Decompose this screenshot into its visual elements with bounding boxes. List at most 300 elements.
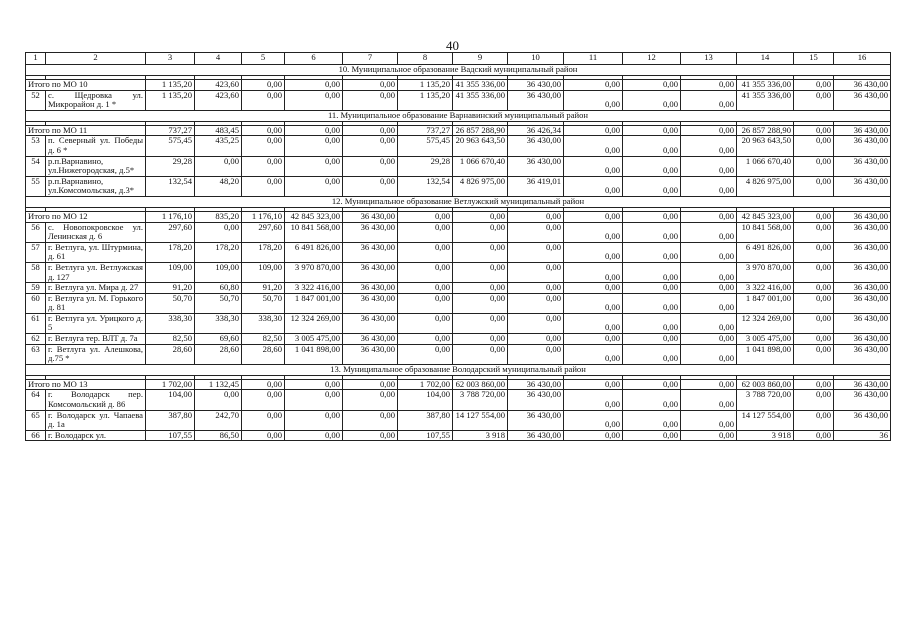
table-row: [26, 334, 891, 345]
table-row: [26, 344, 891, 364]
value-cell-11: 0,00: [564, 334, 623, 345]
value-cell-7: 36 430,00: [343, 242, 398, 262]
value-cell-7: 0,00: [343, 136, 398, 156]
value-cell-16: 36 430,00: [834, 90, 891, 110]
value-cell-7: 0,00: [343, 430, 398, 441]
total-label: Итого по МО 11: [26, 125, 146, 136]
value-cell-9: 14 127 554,00: [453, 410, 508, 430]
value-cell-3: 387,80: [146, 410, 195, 430]
value-cell-4: 483,45: [195, 125, 242, 136]
value-cell-7: 0,00: [343, 410, 398, 430]
value-cell-10: 36 430,00: [508, 156, 564, 176]
value-cell-6: 3 322 416,00: [285, 283, 343, 294]
value-cell-10: 0,00: [508, 242, 564, 262]
value-cell-12: 0,00: [623, 176, 681, 196]
value-cell-8: 737,27: [398, 125, 453, 136]
value-cell-10: 36 430,00: [508, 390, 564, 410]
table-row: [26, 313, 891, 333]
value-cell-5: 0,00: [242, 80, 285, 91]
value-cell-11: 0,00: [564, 379, 623, 390]
value-cell-6: 3 005 475,00: [285, 334, 343, 345]
value-cell-9: 0,00: [453, 344, 508, 364]
value-cell-8: 0,00: [398, 344, 453, 364]
value-cell-15: 0,00: [794, 211, 834, 222]
value-cell-4: 60,80: [195, 283, 242, 294]
column-number-8: 8: [398, 53, 453, 65]
value-cell-13: 0,00: [681, 344, 737, 364]
value-cell-16: 36 430,00: [834, 242, 891, 262]
value-cell-13: 0,00: [681, 283, 737, 294]
column-number-10: 10: [508, 53, 564, 65]
value-cell-7: 0,00: [343, 379, 398, 390]
column-number-row: [26, 53, 891, 65]
value-cell-9: 62 003 860,00: [453, 379, 508, 390]
column-number-1: 1: [26, 53, 46, 65]
value-cell-5: 82,50: [242, 334, 285, 345]
row-number: 61: [26, 313, 46, 333]
value-cell-10: 0,00: [508, 293, 564, 313]
value-cell-9: 41 355 336,00: [453, 80, 508, 91]
value-cell-3: 109,00: [146, 262, 195, 282]
value-cell-12: 0,00: [623, 293, 681, 313]
row-number: 66: [26, 430, 46, 441]
value-cell-5: 0,00: [242, 125, 285, 136]
section-header-row: [26, 364, 891, 375]
value-cell-7: 36 430,00: [343, 211, 398, 222]
value-cell-16: 36 430,00: [834, 156, 891, 176]
value-cell-3: 575,45: [146, 136, 195, 156]
value-cell-3: 1 176,10: [146, 211, 195, 222]
value-cell-13: 0,00: [681, 293, 737, 313]
value-cell-5: 0,00: [242, 176, 285, 196]
value-cell-14: 12 324 269,00: [737, 313, 794, 333]
value-cell-12: 0,00: [623, 379, 681, 390]
value-cell-16: 36 430,00: [834, 293, 891, 313]
value-cell-12: 0,00: [623, 90, 681, 110]
value-cell-3: 1 135,20: [146, 90, 195, 110]
value-cell-3: 1 702,00: [146, 379, 195, 390]
value-cell-3: 132,54: [146, 176, 195, 196]
column-number-13: 13: [681, 53, 737, 65]
value-cell-12: 0,00: [623, 211, 681, 222]
address-cell: г. Ветлуга ул. М. Горького д. 81: [46, 293, 146, 313]
value-cell-14: 14 127 554,00: [737, 410, 794, 430]
address-cell: р.п.Варнавино, ул.Комсомольская, д.3*: [46, 176, 146, 196]
value-cell-9: 20 963 643,50: [453, 136, 508, 156]
value-cell-10: 0,00: [508, 344, 564, 364]
value-cell-9: 0,00: [453, 262, 508, 282]
value-cell-13: 0,00: [681, 80, 737, 91]
value-cell-5: 0,00: [242, 390, 285, 410]
value-cell-5: 338,30: [242, 313, 285, 333]
value-cell-13: 0,00: [681, 390, 737, 410]
value-cell-5: 28,60: [242, 344, 285, 364]
value-cell-8: 104,00: [398, 390, 453, 410]
value-cell-15: 0,00: [794, 344, 834, 364]
value-cell-9: 0,00: [453, 222, 508, 242]
table-body: [26, 53, 891, 441]
column-number-6: 6: [285, 53, 343, 65]
value-cell-5: 0,00: [242, 430, 285, 441]
value-cell-12: 0,00: [623, 242, 681, 262]
value-cell-8: 132,54: [398, 176, 453, 196]
table-row: [26, 293, 891, 313]
value-cell-3: 50,70: [146, 293, 195, 313]
value-cell-13: 0,00: [681, 156, 737, 176]
table-row: [26, 410, 891, 430]
value-cell-6: 0,00: [285, 410, 343, 430]
value-cell-15: 0,00: [794, 125, 834, 136]
value-cell-8: 1 135,20: [398, 80, 453, 91]
value-cell-9: 0,00: [453, 293, 508, 313]
value-cell-3: 28,60: [146, 344, 195, 364]
value-cell-13: 0,00: [681, 211, 737, 222]
value-cell-6: 10 841 568,00: [285, 222, 343, 242]
table-row: [26, 90, 891, 110]
value-cell-15: 0,00: [794, 430, 834, 441]
value-cell-12: 0,00: [623, 334, 681, 345]
value-cell-7: 0,00: [343, 176, 398, 196]
value-cell-9: 41 355 336,00: [453, 90, 508, 110]
value-cell-14: 3 970 870,00: [737, 262, 794, 282]
value-cell-15: 0,00: [794, 334, 834, 345]
value-cell-5: 0,00: [242, 90, 285, 110]
value-cell-4: 242,70: [195, 410, 242, 430]
table-row: [26, 283, 891, 294]
value-cell-12: 0,00: [623, 344, 681, 364]
value-cell-14: 20 963 643,50: [737, 136, 794, 156]
section-title: 10. Муниципальное образование Вадский муниципальный район: [26, 65, 891, 76]
value-cell-5: 0,00: [242, 136, 285, 156]
value-cell-10: 36 430,00: [508, 90, 564, 110]
row-number: 53: [26, 136, 46, 156]
value-cell-3: 338,30: [146, 313, 195, 333]
value-cell-14: 1 847 001,00: [737, 293, 794, 313]
value-cell-10: 36 430,00: [508, 379, 564, 390]
value-cell-16: 36 430,00: [834, 262, 891, 282]
value-cell-15: 0,00: [794, 222, 834, 242]
value-cell-13: 0,00: [681, 90, 737, 110]
value-cell-7: 0,00: [343, 125, 398, 136]
value-cell-6: 6 491 826,00: [285, 242, 343, 262]
value-cell-12: 0,00: [623, 283, 681, 294]
value-cell-9: 0,00: [453, 334, 508, 345]
row-number: 57: [26, 242, 46, 262]
value-cell-11: 0,00: [564, 125, 623, 136]
value-cell-12: 0,00: [623, 313, 681, 333]
value-cell-6: 0,00: [285, 136, 343, 156]
table-row: [26, 156, 891, 176]
value-cell-15: 0,00: [794, 262, 834, 282]
value-cell-4: 0,00: [195, 222, 242, 242]
total-row: [26, 80, 891, 91]
value-cell-8: 1 702,00: [398, 379, 453, 390]
value-cell-10: 36 430,00: [508, 80, 564, 91]
value-cell-14: 3 788 720,00: [737, 390, 794, 410]
value-cell-14: 4 826 975,00: [737, 176, 794, 196]
value-cell-11: 0,00: [564, 430, 623, 441]
value-cell-9: 0,00: [453, 313, 508, 333]
value-cell-8: 0,00: [398, 242, 453, 262]
value-cell-15: 0,00: [794, 410, 834, 430]
page-number: 40: [446, 38, 459, 53]
value-cell-12: 0,00: [623, 410, 681, 430]
address-cell: г. Ветлуга ул. Мира д. 27: [46, 283, 146, 294]
value-cell-16: 36 430,00: [834, 176, 891, 196]
value-cell-5: 50,70: [242, 293, 285, 313]
address-cell: г. Ветлуга, ул. Штурмина, д. 61: [46, 242, 146, 262]
value-cell-10: 36 426,34: [508, 125, 564, 136]
value-cell-7: 36 430,00: [343, 334, 398, 345]
value-cell-11: 0,00: [564, 90, 623, 110]
value-cell-5: 1 176,10: [242, 211, 285, 222]
value-cell-16: 36 430,00: [834, 410, 891, 430]
value-cell-10: 0,00: [508, 313, 564, 333]
value-cell-11: 0,00: [564, 293, 623, 313]
value-cell-12: 0,00: [623, 262, 681, 282]
value-cell-4: 435,25: [195, 136, 242, 156]
address-cell: р.п.Варнавино, ул.Нижегородская, д.5*: [46, 156, 146, 176]
value-cell-8: 0,00: [398, 334, 453, 345]
value-cell-10: 36 419,01: [508, 176, 564, 196]
value-cell-9: 3 918: [453, 430, 508, 441]
value-cell-4: 338,30: [195, 313, 242, 333]
total-label: Итого по МО 12: [26, 211, 146, 222]
value-cell-12: 0,00: [623, 430, 681, 441]
row-number: 56: [26, 222, 46, 242]
value-cell-12: 0,00: [623, 136, 681, 156]
value-cell-14: 1 041 898,00: [737, 344, 794, 364]
value-cell-3: 297,60: [146, 222, 195, 242]
value-cell-12: 0,00: [623, 222, 681, 242]
value-cell-14: 41 355 336,00: [737, 90, 794, 110]
value-cell-11: 0,00: [564, 176, 623, 196]
row-number: 63: [26, 344, 46, 364]
value-cell-4: 48,20: [195, 176, 242, 196]
value-cell-3: 178,20: [146, 242, 195, 262]
value-cell-14: 42 845 323,00: [737, 211, 794, 222]
address-cell: п. Северный ул. Победы д. 6 *: [46, 136, 146, 156]
value-cell-16: 36 430,00: [834, 80, 891, 91]
value-cell-4: 0,00: [195, 156, 242, 176]
value-cell-7: 0,00: [343, 80, 398, 91]
value-cell-15: 0,00: [794, 313, 834, 333]
value-cell-3: 104,00: [146, 390, 195, 410]
column-number-7: 7: [343, 53, 398, 65]
value-cell-5: 109,00: [242, 262, 285, 282]
value-cell-7: 0,00: [343, 90, 398, 110]
table-row: [26, 430, 891, 441]
value-cell-3: 737,27: [146, 125, 195, 136]
value-cell-10: 0,00: [508, 262, 564, 282]
value-cell-14: 62 003 860,00: [737, 379, 794, 390]
table-row: [26, 242, 891, 262]
value-cell-6: 1 847 001,00: [285, 293, 343, 313]
value-cell-7: 0,00: [343, 390, 398, 410]
value-cell-12: 0,00: [623, 156, 681, 176]
value-cell-8: 107,55: [398, 430, 453, 441]
value-cell-10: 0,00: [508, 283, 564, 294]
row-number: 52: [26, 90, 46, 110]
value-cell-8: 0,00: [398, 222, 453, 242]
value-cell-8: 29,28: [398, 156, 453, 176]
value-cell-13: 0,00: [681, 176, 737, 196]
section-title: 11. Муниципальное образование Варнавинский муниципальный район: [26, 110, 891, 121]
address-cell: г. Ветлуга ул. Урицкого д. 5: [46, 313, 146, 333]
value-cell-13: 0,00: [681, 334, 737, 345]
value-cell-16: 36 430,00: [834, 222, 891, 242]
column-number-15: 15: [794, 53, 834, 65]
column-number-5: 5: [242, 53, 285, 65]
value-cell-14: 1 066 670,40: [737, 156, 794, 176]
value-cell-11: 0,00: [564, 262, 623, 282]
value-cell-5: 297,60: [242, 222, 285, 242]
column-number-9: 9: [453, 53, 508, 65]
value-cell-16: 36: [834, 430, 891, 441]
value-cell-14: 3 005 475,00: [737, 334, 794, 345]
column-number-12: 12: [623, 53, 681, 65]
value-cell-15: 0,00: [794, 90, 834, 110]
value-cell-7: 36 430,00: [343, 283, 398, 294]
row-number: 62: [26, 334, 46, 345]
column-number-16: 16: [834, 53, 891, 65]
value-cell-5: 0,00: [242, 379, 285, 390]
section-header-row: [26, 110, 891, 121]
value-cell-13: 0,00: [681, 242, 737, 262]
value-cell-8: 387,80: [398, 410, 453, 430]
value-cell-11: 0,00: [564, 283, 623, 294]
value-cell-9: 1 066 670,40: [453, 156, 508, 176]
value-cell-4: 178,20: [195, 242, 242, 262]
value-cell-3: 82,50: [146, 334, 195, 345]
address-cell: г. Володарск ул.: [46, 430, 146, 441]
value-cell-11: 0,00: [564, 242, 623, 262]
value-cell-3: 29,28: [146, 156, 195, 176]
value-cell-12: 0,00: [623, 390, 681, 410]
value-cell-6: 0,00: [285, 379, 343, 390]
value-cell-6: 3 970 870,00: [285, 262, 343, 282]
value-cell-3: 91,20: [146, 283, 195, 294]
table-row: [26, 136, 891, 156]
value-cell-8: 0,00: [398, 211, 453, 222]
value-cell-13: 0,00: [681, 125, 737, 136]
value-cell-13: 0,00: [681, 222, 737, 242]
value-cell-7: 36 430,00: [343, 344, 398, 364]
row-number: 59: [26, 283, 46, 294]
address-cell: г. Ветлуга ул. Алешкова, д.75 *: [46, 344, 146, 364]
value-cell-6: 0,00: [285, 90, 343, 110]
value-cell-12: 0,00: [623, 125, 681, 136]
value-cell-15: 0,00: [794, 156, 834, 176]
total-label: Итого по МО 10: [26, 80, 146, 91]
column-number-4: 4: [195, 53, 242, 65]
value-cell-11: 0,00: [564, 156, 623, 176]
value-cell-4: 423,60: [195, 90, 242, 110]
value-cell-11: 0,00: [564, 80, 623, 91]
value-cell-5: 0,00: [242, 156, 285, 176]
value-cell-4: 28,60: [195, 344, 242, 364]
value-cell-11: 0,00: [564, 136, 623, 156]
value-cell-6: 12 324 269,00: [285, 313, 343, 333]
address-cell: г. Володарск пер. Комсомольский д. 86: [46, 390, 146, 410]
value-cell-13: 0,00: [681, 262, 737, 282]
value-cell-16: 36 430,00: [834, 136, 891, 156]
value-cell-16: 36 430,00: [834, 211, 891, 222]
value-cell-10: 36 430,00: [508, 136, 564, 156]
address-cell: г. Ветлуга ул. Ветлужская д. 127: [46, 262, 146, 282]
column-number-11: 11: [564, 53, 623, 65]
value-cell-5: 0,00: [242, 410, 285, 430]
row-number: 54: [26, 156, 46, 176]
value-cell-16: 36 430,00: [834, 344, 891, 364]
total-row: [26, 211, 891, 222]
data-table: [25, 52, 891, 441]
value-cell-10: 36 430,00: [508, 410, 564, 430]
value-cell-4: 109,00: [195, 262, 242, 282]
value-cell-8: 575,45: [398, 136, 453, 156]
row-number: 55: [26, 176, 46, 196]
value-cell-7: 36 430,00: [343, 313, 398, 333]
value-cell-13: 0,00: [681, 410, 737, 430]
value-cell-16: 36 430,00: [834, 313, 891, 333]
value-cell-12: 0,00: [623, 80, 681, 91]
section-header-row: [26, 65, 891, 76]
column-number-14: 14: [737, 53, 794, 65]
value-cell-6: 42 845 323,00: [285, 211, 343, 222]
value-cell-4: 0,00: [195, 390, 242, 410]
value-cell-11: 0,00: [564, 222, 623, 242]
value-cell-11: 0,00: [564, 313, 623, 333]
value-cell-10: 0,00: [508, 334, 564, 345]
section-title: 13. Муниципальное образование Володарский муниципальный район: [26, 364, 891, 375]
value-cell-10: 36 430,00: [508, 430, 564, 441]
value-cell-11: 0,00: [564, 211, 623, 222]
value-cell-10: 0,00: [508, 211, 564, 222]
value-cell-7: 36 430,00: [343, 262, 398, 282]
table-row: [26, 176, 891, 196]
table-row: [26, 390, 891, 410]
value-cell-8: 0,00: [398, 262, 453, 282]
value-cell-16: 36 430,00: [834, 379, 891, 390]
value-cell-15: 0,00: [794, 242, 834, 262]
value-cell-3: 107,55: [146, 430, 195, 441]
value-cell-9: 4 826 975,00: [453, 176, 508, 196]
address-cell: г. Володарск ул. Чапаева д. 1а: [46, 410, 146, 430]
value-cell-4: 1 132,45: [195, 379, 242, 390]
value-cell-6: 0,00: [285, 156, 343, 176]
column-number-2: 2: [46, 53, 146, 65]
value-cell-15: 0,00: [794, 80, 834, 91]
value-cell-10: 0,00: [508, 222, 564, 242]
value-cell-14: 6 491 826,00: [737, 242, 794, 262]
value-cell-9: 3 788 720,00: [453, 390, 508, 410]
value-cell-11: 0,00: [564, 390, 623, 410]
value-cell-16: 36 430,00: [834, 283, 891, 294]
value-cell-6: 1 041 898,00: [285, 344, 343, 364]
value-cell-8: 0,00: [398, 313, 453, 333]
value-cell-5: 178,20: [242, 242, 285, 262]
address-cell: с. Новопокровское ул. Ленинская д. 6: [46, 222, 146, 242]
total-row: [26, 125, 891, 136]
value-cell-11: 0,00: [564, 410, 623, 430]
value-cell-9: 0,00: [453, 211, 508, 222]
value-cell-13: 0,00: [681, 136, 737, 156]
value-cell-15: 0,00: [794, 136, 834, 156]
row-number: 65: [26, 410, 46, 430]
value-cell-13: 0,00: [681, 430, 737, 441]
value-cell-8: 0,00: [398, 293, 453, 313]
value-cell-9: 0,00: [453, 283, 508, 294]
